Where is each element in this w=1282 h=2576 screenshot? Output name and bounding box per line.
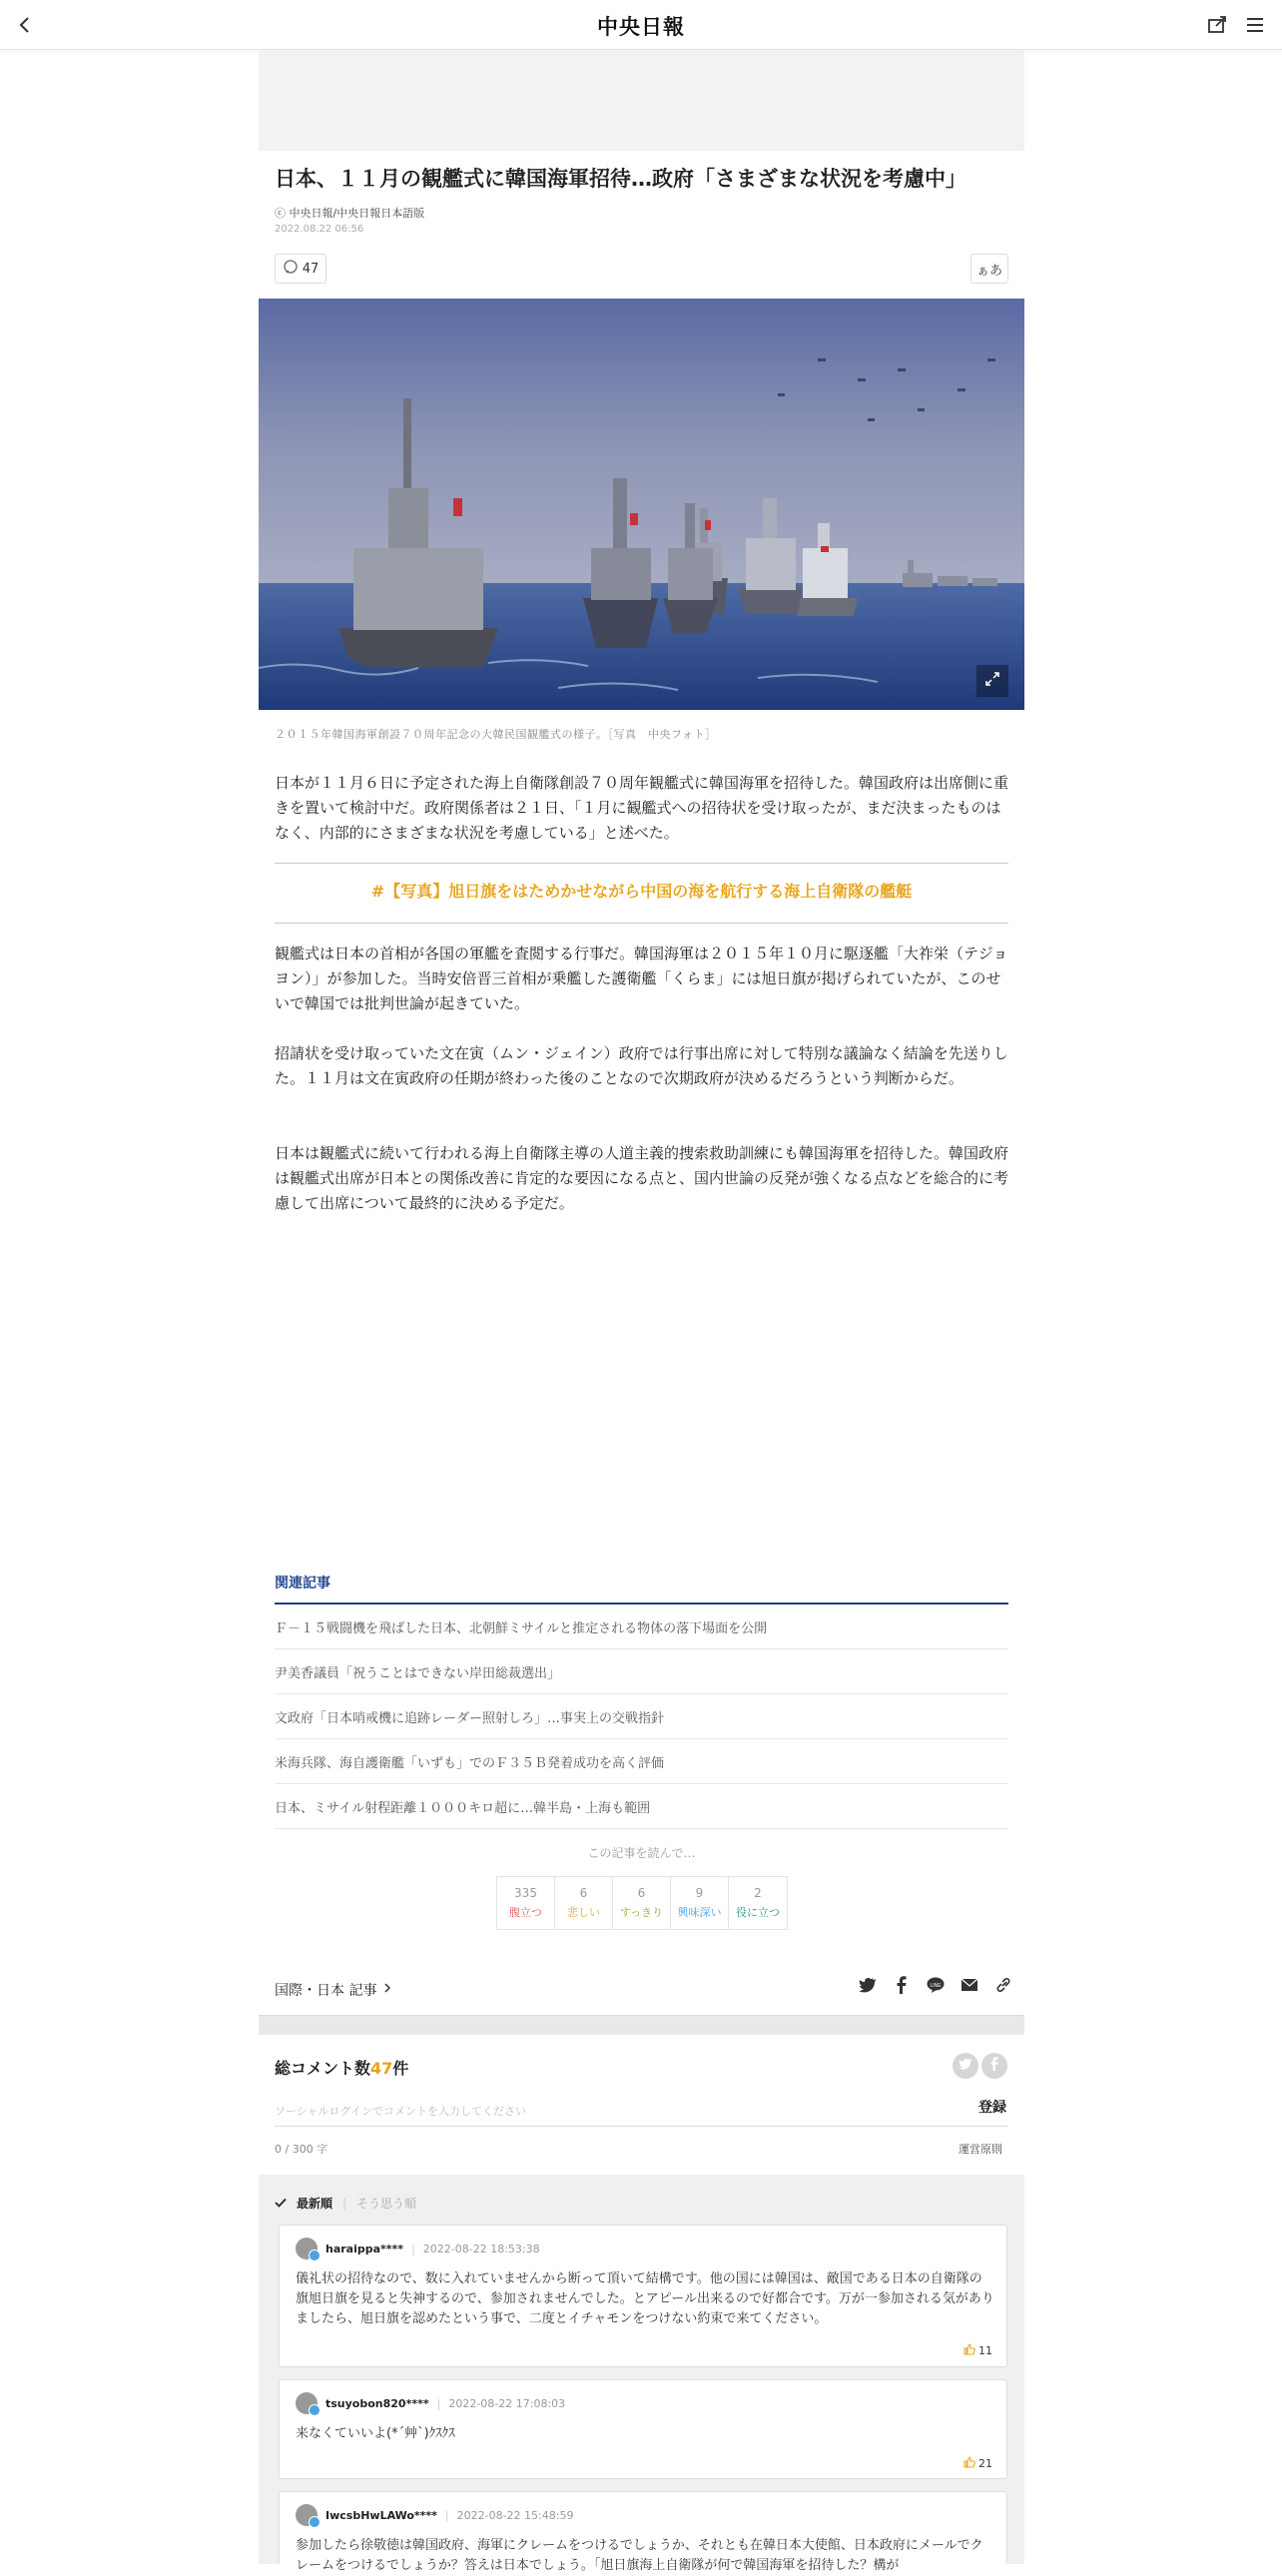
comment-body: 参加したら徐敬徳は韓国政府、海軍にクレームをつけるでしょうか、それとも在韓日本大使館、日本政府にメールでクレームをつけるでしょうか？答えは日本でしょう。「旭日旗海上自衛隊が何で韓国海軍を招待した？構が: [296, 2538, 983, 2573]
facebook-icon: [990, 2057, 998, 2075]
article-byline: ⓒ 中央日報/中央日報日本語版: [275, 207, 425, 220]
comment-user[interactable]: IwcsbHwLAWo****: [325, 2508, 437, 2522]
related-article-item[interactable]: 文政府「日本哨戒機に追跡レーダー照射しろ」…事実上の交戦指針: [275, 1694, 1008, 1739]
comment-date: 2022-08-22 17:08:03: [448, 2396, 566, 2410]
comment-card: [279, 2379, 1007, 2479]
chevron-right-icon: [382, 1982, 392, 1998]
avatar: [296, 2392, 318, 2414]
sort-divider: |: [342, 2196, 347, 2211]
related-article-item[interactable]: 尹美香議員「祝うことはできない岸田総裁選出」: [275, 1649, 1008, 1694]
reaction-refreshed[interactable]: [613, 1877, 671, 1929]
comment-count-button[interactable]: [275, 254, 326, 284]
sort-tabs: [275, 2195, 416, 2212]
comment-meta: [296, 2238, 540, 2259]
comment-like-count: 11: [978, 2344, 992, 2357]
related-article-item[interactable]: 日本、ミサイル射程距離１０００キロ超に…韓半島・上海も範囲: [275, 1784, 1008, 1829]
reaction-prompt: この記事を読んで…: [587, 1846, 696, 1860]
reaction-buttons: [496, 1876, 788, 1930]
comment-meta: [296, 2392, 565, 2414]
facebook-login-button[interactable]: [981, 2053, 1007, 2079]
comments-header-prefix: 総コメント数: [275, 2059, 371, 2078]
photo-caption: ２０１５年韓国海軍創設７０周年記念の大韓民国観艦式の様子。［写真 中央フォト］: [275, 728, 717, 741]
reaction-label: 役に立つ: [736, 1906, 780, 1919]
reaction-interesting[interactable]: [671, 1877, 729, 1929]
comment-body: 来なくていいよ(*´艸`)ｸｽｸｽ: [296, 2426, 455, 2441]
check-icon: [275, 2197, 287, 2211]
expand-icon: [984, 671, 1000, 691]
reaction-sad[interactable]: [555, 1877, 613, 1929]
comments-header-suffix: 件: [392, 2059, 409, 2078]
meta-divider: |: [436, 2396, 441, 2410]
comment-date: 2022-08-22 15:48:59: [456, 2508, 574, 2522]
related-article-item[interactable]: 米海兵隊、海自護衛艦「いずも」でのＦ３５Ｂ発着成功を高く評価: [275, 1739, 1008, 1784]
article-paragraph-1: 日本が１１月６日に予定された海上自衛隊創設７０周年観艦式に韓国海軍を招待した。韓国政府は出席側に重きを置いて検討中だ。政府関係者は２１日、「１月に観艦式への招待状を受け取ったが、まだ決まったものはなく、内部的にさまざまな状況を考慮している」と述べた。: [275, 774, 1009, 842]
related-articles-title: 関連記事: [275, 1576, 330, 1592]
section-link-label: 国際・日本 記事: [275, 1983, 377, 1999]
comment-card: [279, 2491, 1007, 2573]
thumbs-up-icon: [963, 2456, 975, 2471]
reaction-angry[interactable]: [497, 1877, 555, 1929]
reaction-count: 9: [695, 1886, 704, 1900]
avatar: [296, 2504, 318, 2526]
site-logo[interactable]: 中央日報: [597, 14, 685, 39]
sort-agree-tab[interactable]: そう思う順: [356, 2197, 417, 2211]
comment-user[interactable]: haraippa****: [325, 2242, 404, 2255]
article-paragraph-4: 日本は観艦式に続いて行われる海上自衛隊主導の人道主義的捜索救助訓練にも韓国海軍を招待した。韓国政府は観艦式出席が日本との関係改善に肯定的な要因になる点と、国内世論の反発が強くなる点などを総合的に考慮して出席について最終的に決める予定だ。: [275, 1144, 1009, 1212]
comment-count: 47: [302, 261, 320, 277]
comments-header: [275, 2056, 408, 2079]
ad-banner[interactable]: [259, 50, 1024, 151]
share-icon[interactable]: [1204, 12, 1230, 38]
twitter-icon[interactable]: [859, 1976, 877, 1994]
comment-body: 儀礼状の招待なので、数に入れていませんから断って頂いて結構です。他の国には韓国は、敵国である日本の自衛隊の旗旭日旗を見ると失神するので、参加されませんでした。とアピール出来るので好都合です。万が一参加される気がありましたら、旭日旗を認めたという事で、二度とイチャモンをつけない約束で来てください。: [296, 2271, 994, 2326]
expand-photo-button[interactable]: [976, 665, 1008, 697]
top-bar: [0, 0, 1282, 50]
sort-latest-tab[interactable]: 最新順: [297, 2197, 333, 2211]
article-photo[interactable]: [259, 299, 1024, 710]
comment-input[interactable]: ソーシャルログインでコメントを入力してください: [275, 2095, 1008, 2127]
mail-icon[interactable]: [961, 1976, 978, 1994]
reaction-count: 335: [514, 1886, 537, 1900]
reaction-count: 6: [637, 1886, 646, 1900]
reaction-label: 腹立つ: [509, 1906, 542, 1919]
comment-bubble-icon: [283, 259, 299, 279]
comment-like-button[interactable]: [963, 2343, 992, 2358]
reaction-count: 2: [754, 1886, 762, 1900]
reaction-count: 6: [579, 1886, 588, 1900]
font-size-button[interactable]: ぁあ: [970, 254, 1008, 284]
reaction-label: 興味深い: [677, 1906, 722, 1919]
article-date: 2022.08.22 06:56: [275, 224, 364, 235]
section-separator: [259, 2015, 1024, 2035]
share-icons: [859, 1976, 1012, 1994]
operating-rules-link[interactable]: 運営原則: [959, 2143, 1002, 2156]
hamburger-menu-icon[interactable]: [1242, 12, 1268, 38]
comment-meta: [296, 2504, 573, 2526]
article-paragraph-3: 招請状を受け取っていた文在寅（ムン・ジェイン）政府では行事出席に対して特別な議論なく結論を先送りした。１１月は文在寅政府の任期が終わった後のことなので次期政府が決めるだろうという判断からだ。: [275, 1044, 1008, 1087]
comment-user[interactable]: tsuyobon820****: [325, 2396, 429, 2410]
twitter-icon: [959, 2058, 972, 2074]
comment-card: [279, 2225, 1007, 2367]
reaction-useful[interactable]: [729, 1877, 787, 1929]
comment-like-count: 21: [978, 2457, 992, 2470]
link-icon[interactable]: [994, 1976, 1012, 1994]
svg-text:LINE: LINE: [930, 1983, 942, 1989]
avatar: [296, 2238, 318, 2259]
section-link[interactable]: [275, 1980, 392, 2000]
related-photo-link[interactable]: #【写真】旭日旗をはためかせながら中国の海を航行する海上自衛隊の艦艇: [370, 882, 913, 901]
divider: [275, 923, 1008, 924]
article-headline: 日本、１１月の観艦式に韓国海軍招待…政府「さまざまな状況を考慮中」: [275, 167, 966, 191]
related-article-item[interactable]: Ｆ－１５戦闘機を飛ばした日本、北朝鮮ミサイルと推定される物体の落下場面を公開: [275, 1605, 1008, 1649]
reaction-label: すっきり: [619, 1906, 664, 1919]
comments-total-count: 47: [370, 2059, 393, 2078]
comment-date: 2022-08-22 18:53:38: [422, 2242, 540, 2255]
register-button[interactable]: 登録: [978, 2100, 1006, 2116]
reaction-label: 悲しい: [567, 1906, 600, 1919]
divider: [275, 863, 1008, 864]
facebook-icon[interactable]: [893, 1976, 911, 1994]
comment-like-button[interactable]: [963, 2456, 992, 2471]
meta-divider: |: [411, 2242, 415, 2255]
twitter-login-button[interactable]: [953, 2053, 978, 2079]
meta-divider: |: [444, 2508, 449, 2522]
thumbs-up-icon: [963, 2343, 975, 2358]
char-count: 0 / 300 字: [275, 2143, 328, 2156]
line-icon[interactable]: [927, 1976, 945, 1994]
article-paragraph-2: 観艦式は日本の首相が各国の軍艦を査閲する行事だ。韓国海軍は２０１５年１０月に駆逐艦「大祚栄（テジョヨン）」が参加した。当時安倍晋三首相が乗艦した護衛艦「くらま」には旭日旗が掲げられていたが、このせいで韓国では批判世論が起きていた。: [275, 945, 1008, 1012]
